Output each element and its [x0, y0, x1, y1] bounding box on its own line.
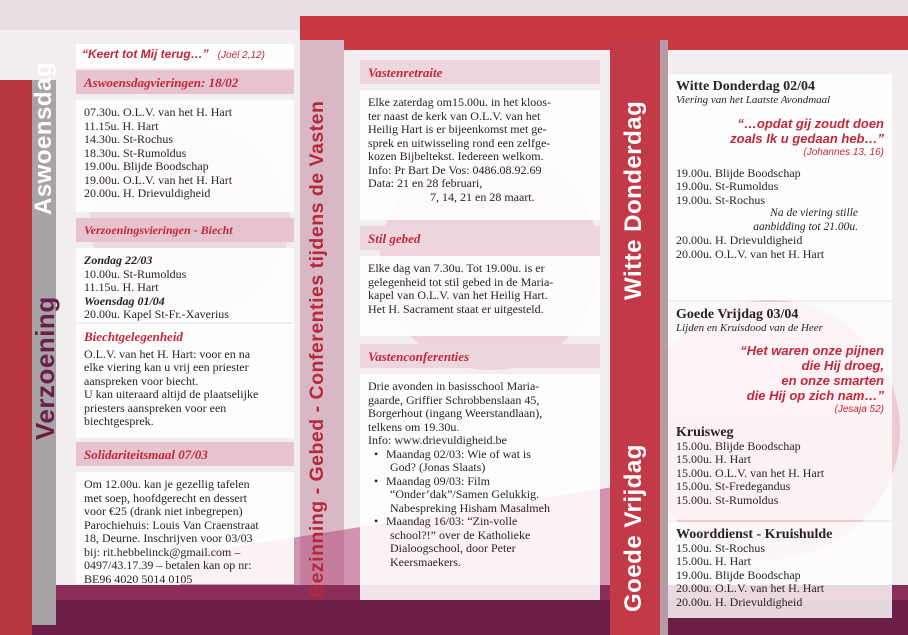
schedule-line: 15.00u. St-Fredegandus: [676, 479, 791, 493]
confession-block: [76, 324, 294, 438]
text-line: U kan uiteraard altijd de plaatselijke: [84, 387, 259, 401]
quote-line: en onze smarten: [781, 373, 884, 388]
quote-line: die Hij droeg,: [801, 358, 884, 373]
good-friday-quote: [676, 343, 884, 417]
conference-item-line: God? (Jonas Slaats): [390, 460, 486, 474]
schedule-line: 19.00u. Blijde Boodschap: [676, 165, 801, 180]
vertical-title-verzoening: Verzoening: [30, 296, 60, 440]
schedule-line: 15.00u. O.L.V. van het H. Hart: [676, 465, 825, 480]
text-line: telkens om 19.30u.: [368, 419, 460, 434]
schedule-line: 10.00u. St-Rumoldus: [84, 266, 187, 281]
note-line: Na de viering stille: [770, 207, 858, 219]
ash-schedule: [76, 100, 294, 212]
text-line: Om 12.00u. kan je gezellig tafelen: [84, 477, 250, 491]
text-line: Data: 21 en 28 februari,: [368, 176, 483, 190]
schedule-line: 19.00u. St-Rumoldus: [676, 179, 779, 193]
maundy-thursday-schedule-late: [676, 234, 884, 261]
quote-text: “Keert tot Mij terug…”: [82, 47, 209, 61]
text-line: 18, Deurne. Inschrijven voor 03/03: [84, 531, 253, 545]
confession-heading: Biechtgelegenheid: [84, 329, 183, 344]
schedule-line: 15.00u. H. Hart: [676, 452, 751, 466]
text-line: 0497/43.17.39 – betalen kan op nr:: [84, 558, 252, 572]
conferences-text: [360, 374, 600, 600]
text-line: Drie avonden in basisschool Maria-: [368, 379, 540, 393]
right-grey-band: [660, 40, 668, 635]
stations-heading: Kruisweg: [676, 425, 734, 440]
schedule-line: 19.00u. St-Rochus: [676, 192, 766, 207]
quote-line: die Hij op zich nam…”: [746, 388, 884, 403]
schedule-line: 15.00u. St-Rochus: [676, 540, 766, 555]
top-red-bar: [300, 16, 908, 50]
reconciliation-heading: Verzoeningsvieringen - Biecht: [76, 218, 294, 242]
schedule-line: 20.00u. Kapel St-Fr.-Xaverius: [84, 307, 229, 321]
text-line: Elke zaterdag om15.00u. in het kloos-: [368, 95, 551, 109]
conference-item-line: Dialoogschool, door Peter: [390, 541, 516, 555]
text-line: priesters aanspreken voor een: [84, 400, 227, 415]
schedule-line: 20.00u. O.L.V. van het H. Hart: [676, 246, 825, 261]
text-line: Heilig Hart is er bijeenkomst met ge-: [368, 122, 547, 136]
schedule-line: 11.15u. H. Hart: [84, 280, 159, 294]
quote-line: “…opdat gij zoudt doen: [737, 116, 884, 131]
quote-line: “Het waren onze pijnen: [740, 343, 884, 358]
silent-prayer-heading: Stil gebed: [360, 226, 600, 250]
schedule-line: 07.30u. O.L.V. van het H. Hart: [84, 105, 233, 119]
text-line: voor €25 (drank niet inbegrepen): [84, 504, 243, 518]
schedule-line: 15.00u. H. Hart: [676, 554, 751, 568]
schedule-line: Zondag 22/03: [84, 253, 153, 267]
schedule-line: 19.00u. Blijde Boodschap: [84, 159, 209, 173]
reconciliation-schedule: [76, 248, 294, 322]
text-line: sprek en uitwisseling rond een zelfge-: [368, 135, 551, 150]
schedule-line: 19.00u. O.L.V. van het H. Hart: [84, 172, 233, 187]
solidarity-heading: Solidariteitsmaal 07/03: [76, 442, 294, 466]
maundy-thursday-subtitle: Viering van het Laatste Avondmaal: [676, 93, 831, 106]
maundy-thursday-quote: [676, 116, 884, 160]
text-line: Elke dag van 7.30u. Tot 19.00u. is er: [368, 261, 545, 275]
text-line: Info: Pr Bart De Vos: 0486.08.92.69: [368, 162, 542, 177]
text-line: gelegenheid tot stil gebed in de Maria-: [368, 274, 554, 289]
text-line: 7, 14, 21 en 28 maart.: [430, 189, 535, 204]
maundy-thursday-block: [668, 74, 892, 300]
schedule-line: 20.00u. H. Drievuldigheid: [676, 594, 803, 609]
schedule-line: 20.00u. H. Drievuldigheid: [84, 186, 211, 200]
text-line: Het H. Sacrament staat er uitgesteld.: [368, 301, 544, 316]
joel-quote: [76, 44, 294, 68]
maundy-thursday-title: Witte Donderdag 02/04: [676, 79, 815, 94]
schedule-line: 18.30u. St-Rumoldus: [84, 145, 187, 160]
note-line: aanbidding tot 21.00u.: [753, 220, 858, 233]
text-line: kozen Bijbeltekst. Iedereen welkom.: [368, 149, 544, 163]
conferences-heading: Vastenconferenties: [360, 344, 600, 368]
conference-item-line: Keersmaekers.: [390, 554, 461, 569]
vertical-title-aswoensdag: Aswoensdag: [30, 61, 57, 215]
conference-item-line: • Maandag 02/03: Wie of wat is: [368, 448, 592, 462]
text-line: BE96 4020 5014 0105: [84, 571, 193, 586]
vertical-title-witte-donderdag: Witte Donderdag: [620, 100, 647, 300]
confession-text: [84, 348, 286, 429]
text-line: ter naast de kerk van O.L.V. van het: [368, 108, 541, 123]
quote-line: zoals Ik u gedaan heb…”: [730, 131, 884, 146]
text-line: aanspreken voor biecht.: [84, 373, 199, 388]
text-line: elke viering kan u vrij een priester: [84, 360, 249, 374]
left-red-band: [0, 80, 32, 635]
schedule-line: Woensdag 01/04: [84, 293, 165, 308]
schedule-line: 15.00u. St-Rumoldus: [676, 492, 779, 507]
text-line: bij: rit.hebbelinck@gmail.com –: [84, 544, 241, 559]
schedule-line: 20.00u. H. Drievuldigheid: [676, 233, 803, 247]
schedule-line: 15.00u. Blijde Boodschap: [676, 438, 801, 453]
vertical-title-bezinning: Bezinning - Gebed - Conferenties tijdens de Vasten: [306, 100, 328, 598]
text-line: O.L.V. van het H. Hart: voor en na: [84, 346, 251, 361]
good-friday-intro: [668, 302, 892, 420]
good-friday-title: Goede Vrijdag 03/04: [676, 307, 799, 322]
quote-source: (Jesaja 52): [834, 404, 884, 415]
liturgy-block: [668, 522, 892, 618]
schedule-line: 19.00u. Blijde Boodschap: [676, 567, 801, 582]
schedule-line: 20.00u. O.L.V. van het H. Hart: [676, 581, 825, 595]
good-friday-subtitle: Lijden en Kruisdood van de Heer: [676, 321, 823, 334]
conference-item-line: “Onder’dak”/Samen Gelukkig.: [390, 487, 540, 501]
vertical-title-goede-vrijdag: Goede Vrijdag: [620, 444, 647, 612]
text-line: gaarde, Griffier Schrobbenslaan 45,: [368, 392, 540, 407]
text-line: Info: www.drievuldigheid.be: [368, 433, 507, 447]
text-line: biechtgesprek.: [84, 414, 154, 428]
text-line: Parochiehuis: Louis Van Craenstraat: [84, 517, 259, 532]
conference-item-line: Nabespreking Hisham Masalmeh: [390, 500, 550, 515]
retreat-heading: Vastenretraite: [360, 60, 600, 84]
maundy-thursday-schedule: [676, 167, 884, 208]
ash-heading: Aswoensdagvieringen: 18/02: [76, 70, 294, 94]
retreat-text: [360, 90, 600, 220]
text-line: kapel van O.L.V. van het Heilig Hart.: [368, 288, 548, 302]
stations-schedule: [676, 440, 884, 508]
solidarity-text: [76, 472, 294, 584]
quote-source: (Johannes 13, 16): [803, 147, 884, 158]
text-line: met soep, hoofdgerecht en dessert: [84, 490, 247, 505]
conference-item-line: school?!” over de Katholieke: [390, 527, 531, 542]
conference-item-line: • Maandag 09/03: Film: [368, 475, 592, 489]
adoration-note: [676, 207, 884, 234]
silent-prayer-text: [360, 256, 600, 336]
text-line: Borgerhout (ingang Weerstandlaan),: [368, 406, 543, 420]
stations-of-cross-block: [668, 420, 892, 520]
conference-item-line: • Maandag 16/03: “Zin-volle: [368, 515, 592, 529]
schedule-line: 11.15u. H. Hart: [84, 118, 159, 133]
liturgy-heading: Woorddienst - Kruishulde: [676, 527, 833, 542]
quote-source: (Joël 2,12): [217, 50, 265, 61]
schedule-line: 14.30u. St-Rochus: [84, 132, 174, 146]
liturgy-schedule: [676, 542, 884, 610]
